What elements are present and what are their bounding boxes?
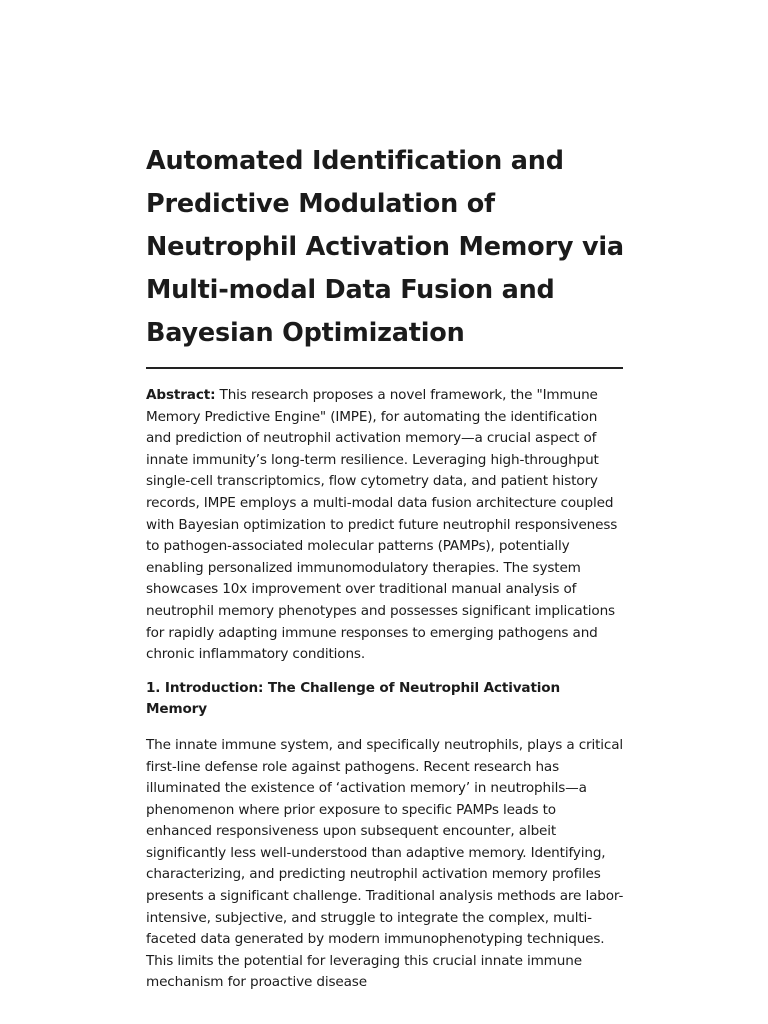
paper-title: Automated Identification and Predictive Modulation of Neutrophil Activation Memory via Multi-modal Data Fusion and Bayesian Optimization	[146, 146, 624, 348]
section-heading-introduction: 1. Introduction: The Challenge of Neutrophil Activation Memory	[146, 679, 561, 718]
abstract-paragraph	[146, 385, 624, 666]
title-divider	[146, 367, 623, 369]
introduction-paragraph: The innate immune system, and specifically neutrophils, plays a critical first-line defense role against pathogens. Recent research has illuminated the existence of ‘activation memory’ in neutrophils—a phenomenon where prior exposure to specific PAMPs leads to enhanced responsiveness upon subsequent encounter, albeit significantly less well-understood than adaptive memory. Identifying, characterizing, and predicting neutrophil activation memory profiles presents a significant challenge. Traditional analysis methods are labor-intensive, subjective, and struggle to integrate the complex, multi-faceted data generated by modern immunophenotyping techniques. This limits the potential for leveraging this crucial innate immune mechanism for proactive disease	[146, 736, 624, 991]
document-page	[146, 140, 624, 994]
abstract-label: Abstract:	[146, 387, 216, 403]
abstract-text: This research proposes a novel framework, the "Immune Memory Predictive Engine" (IMPE), for automating the identification and prediction of neutrophil activation memory—a crucial aspect of innate immunity’s long-term resilience. Leveraging high-throughput single-cell transcriptomics, flow cytometry data, and patient history records, IMPE employs a multi-modal data fusion architecture coupled with Bayesian optimization to predict future neutrophil responsiveness to pathogen-associated molecular patterns (PAMPs), potentially enabling personalized immunomodulatory therapies. The system showcases 10x improvement over traditional manual analysis of neutrophil memory phenotypes and possesses significant implications for rapidly adapting immune responses to emerging pathogens and chronic inflammatory conditions.	[146, 387, 618, 663]
